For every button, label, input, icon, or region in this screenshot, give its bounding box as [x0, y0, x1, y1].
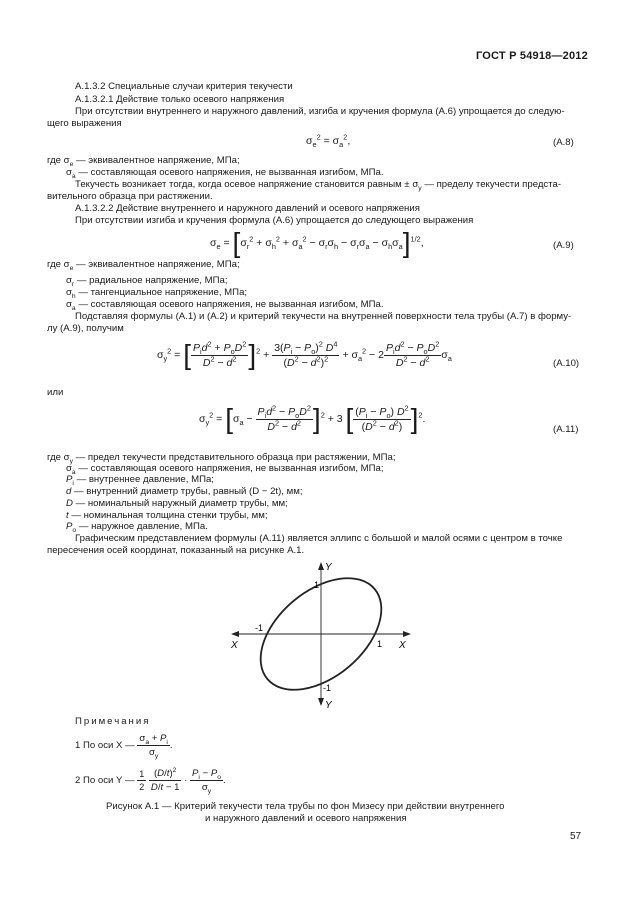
x-axis-arrow-right: [403, 631, 411, 637]
paragraph-line: пересечения осей координат, показанный на рисунке А.1.: [47, 545, 305, 556]
legend-line: где $\sigma_y$ — предел текучести представительного образца при растяжении, МПа;: [47, 452, 396, 465]
conjunction-or: или: [47, 387, 64, 398]
figure-caption-line-2: и наружного давлений и осевого напряжения: [205, 813, 407, 824]
tick-label-pos-x: 1: [377, 639, 383, 649]
x-axis-arrow-left: [231, 631, 239, 637]
legend-line: t — номинальная толщина стенки трубы, мм;: [66, 510, 268, 521]
legend-line: $\sigma_a$ — составляющая осевого напряжения, не вызванная изгибом, МПа;: [66, 463, 384, 476]
paragraph-line: Подставляя формулы (А.1) и (А.2) и критерий текучести на внутренней поверхности тела трубы (А.7) в форму-: [75, 311, 572, 322]
legend-line: D — номинальный наружный диаметр трубы, мм;: [66, 498, 288, 509]
section-heading-a1-3-2-1: А.1.3.2.1 Действие только осевого напряжения: [75, 94, 285, 105]
legend-line: где $\sigma_e$ — эквивалентное напряжение, МПа;: [47, 259, 240, 272]
equation-a8: $\sigma_e^2 = \sigma_a^2$,: [306, 132, 351, 150]
x-axis-label-left: X: [231, 640, 238, 651]
legend-line: $\sigma_r$ — радиальное напряжение, МПа;: [66, 275, 228, 288]
paragraph-line: Текучесть возникает тогда, когда осевое напряжение становится равным ± $\sigma_y$ — пределу текучести предста-: [75, 179, 562, 192]
equation-a9: $\sigma_e = [\sigma_r^2 + \sigma_h^2 + \sigma_a^2 - \sigma_r\sigma_h - \sigma_r\sigma_a - \sigma_h\sigma_a]^{1/2}$,: [210, 227, 424, 258]
legend-line: $\sigma_a$ — составляющая осевого напряжения, не вызванная изгибом, МПа.: [66, 167, 384, 180]
notes-title: Примечания: [75, 716, 151, 727]
tick-label-pos-y: 1: [314, 580, 320, 590]
paragraph-line: вительного образца при растяжении.: [47, 191, 213, 202]
figure-a1-ellipse-plot: [225, 558, 420, 713]
section-heading-a1-3-2-2: А.1.3.2.2 Действие внутреннего и наружного давлений и осевого напряжения: [75, 203, 420, 214]
legend-line: где $\sigma_e$ — эквивалентное напряжение, МПа;: [47, 155, 240, 168]
page-number: 57: [570, 831, 582, 842]
equation-a10: $\sigma_y^2$ = [ $\frac{P_id^2 + P_oD^2}{D^2 - d^2}$ ]$^2$ + $\frac{3(P_i - P_o)^2 D^4}{(D^2 - d^2)^2}$ + $\sigma_a^2 - 2$ $\frac{P_id^2 - P_oD^2}{D^2 - d^2}$ $\sigma_a$: [157, 339, 452, 370]
document-id: ГОСТ Р 54918—2012: [476, 50, 588, 62]
tick-label-neg-y: -1: [323, 683, 332, 693]
legend-line: $\sigma_h$ — тангенциальное напряжение, МПа;: [66, 287, 248, 300]
paragraph-line: лу (А.9), получим: [47, 323, 124, 334]
equation-number-a10: (А.10): [553, 358, 580, 369]
note-1: 1 По оси X — $\frac{\sigma_a + P_i}{\sigma_y}$ .: [75, 733, 173, 760]
paragraph-line: щего выражения: [47, 118, 122, 129]
y-axis-label-bottom: Y: [325, 700, 332, 711]
y-axis-label-top: Y: [325, 562, 332, 573]
paragraph-line: При отсутствии изгиба и кручения формула (А.6) упрощается до следующего выражения: [75, 215, 474, 226]
x-axis-label-right: X: [399, 640, 406, 651]
section-heading-a1-3-2: А.1.3.2 Специальные случаи критерия текучести: [75, 81, 293, 92]
paragraph-line: Графическим представлением формулы (А.11) является эллипс с большой и малой осями с центром в точке: [75, 533, 563, 544]
y-axis-arrow-up: [318, 562, 324, 570]
paragraph-line: При отсутствии внутреннего и наружного давлений, изгиба и кручения формула (А.6) упрощается до следую-: [75, 106, 565, 117]
figure-caption-line-1: Рисунок А.1 — Критерий текучести тела трубы по фон Мизесу при действии внутреннего: [106, 801, 505, 812]
note-2: 2 По оси Y — $\frac{1}{2}$ $\frac{(D/t)^2}{D/t - 1}$ · $\frac{P_i - P_o}{\sigma_y}$ .: [75, 766, 226, 795]
y-axis-arrow-down: [318, 698, 324, 706]
legend-line: $P_i$ — внутреннее давление, МПа;: [66, 474, 214, 487]
equation-number-a9: (А.9): [553, 240, 574, 251]
legend-line: $\sigma_a$ — составляющая осевого напряжения, не вызванная изгибом, МПа.: [66, 299, 384, 312]
tick-label-neg-x: -1: [255, 623, 264, 633]
legend-line: d — внутренний диаметр трубы, равный (D − 2t), мм;: [66, 486, 303, 497]
equation-number-a8: (А.8): [553, 137, 574, 148]
equation-number-a11: (А.11): [553, 424, 579, 435]
equation-a11: $\sigma_y^2 = [\sigma_a$ − $\frac{P_id^2 - P_oD^2}{D^2 - d^2}$ ]$^2$ + 3 [ $\frac{(P_i - P_o) D^2}{(D^2 - d^2)}$ ]$^2$.: [199, 403, 426, 434]
legend-line: $P_o$ — наружное давление, МПа.: [66, 521, 208, 534]
